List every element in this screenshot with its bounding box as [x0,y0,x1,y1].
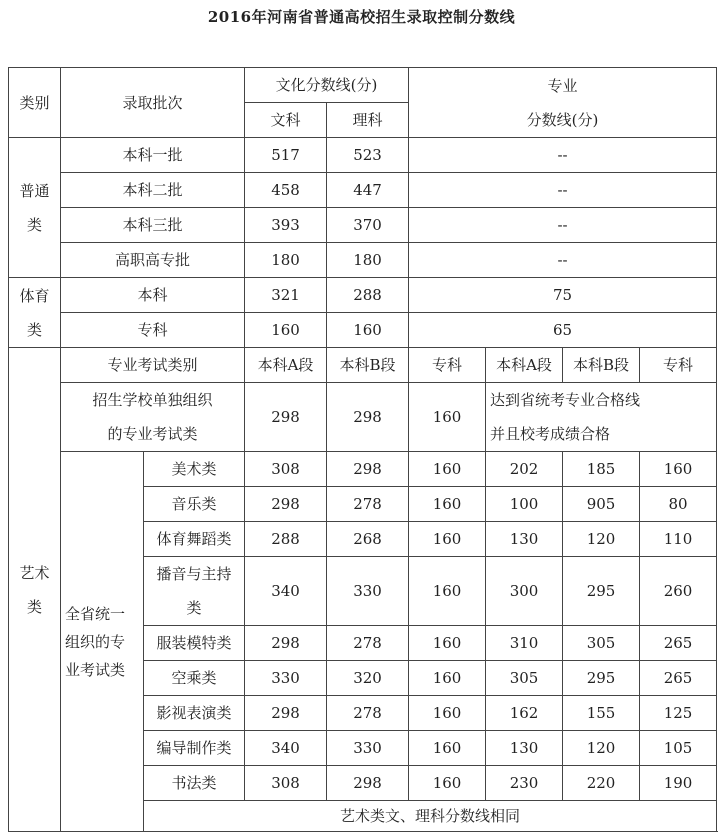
art-independent-major: 达到省统考专业合格线 并且校考成绩合格 [486,383,717,452]
art-subheader-major-junior: 专科 [640,348,717,383]
art-major-junior: 110 [640,522,717,557]
general-batch: 高职高专批 [61,243,245,278]
art-major-a: 310 [486,626,563,661]
art-independent-a: 298 [245,383,327,452]
art-type-name: 播音与主持 类 [144,557,245,626]
art-culture-junior: 160 [409,696,486,731]
art-type-name: 影视表演类 [144,696,245,731]
general-batch: 本科三批 [61,208,245,243]
art-culture-junior: 160 [409,766,486,801]
art-major-junior: 265 [640,661,717,696]
art-culture-b: 278 [327,696,409,731]
art-major-a: 100 [486,487,563,522]
art-culture-junior: 160 [409,522,486,557]
art-culture-a: 288 [245,522,327,557]
art-subheader-major-b: 本科B段 [563,348,640,383]
art-subheader-culture-b: 本科B段 [327,348,409,383]
art-type-name: 美术类 [144,452,245,487]
art-culture-a: 298 [245,487,327,522]
art-subheader-culture-a: 本科A段 [245,348,327,383]
art-major-a: 305 [486,661,563,696]
art-major-b: 155 [563,696,640,731]
art-culture-junior: 160 [409,626,486,661]
general-major: -- [409,208,717,243]
art-culture-junior: 160 [409,487,486,522]
header-major-score-line2: 分数线(分) [526,110,599,129]
sports-category: 体育 类 [9,278,61,348]
art-major-a: 230 [486,766,563,801]
art-independent-junior: 160 [409,383,486,452]
art-major-junior: 190 [640,766,717,801]
header-category: 类别 [9,68,61,138]
art-major-b: 905 [563,487,640,522]
art-major-b: 120 [563,522,640,557]
general-science: 447 [327,173,409,208]
art-major-a: 130 [486,522,563,557]
art-type-name: 书法类 [144,766,245,801]
art-major-junior: 260 [640,557,717,626]
art-footer-note: 艺术类文、理科分数线相同 [144,801,717,832]
art-culture-b: 298 [327,766,409,801]
header-arts: 文科 [245,103,327,138]
art-culture-a: 308 [245,452,327,487]
general-arts: 458 [245,173,327,208]
art-type-name: 音乐类 [144,487,245,522]
art-culture-b: 320 [327,661,409,696]
art-major-junior: 125 [640,696,717,731]
general-arts: 180 [245,243,327,278]
art-major-b: 185 [563,452,640,487]
art-major-b: 220 [563,766,640,801]
sports-major: 75 [409,278,717,313]
header-culture-score: 文化分数线(分) [245,68,409,103]
sports-arts: 321 [245,278,327,313]
art-culture-junior: 160 [409,731,486,766]
header-major-score [409,68,717,138]
art-unified-label: 全省统一 组织的专 业考试类 [61,452,144,832]
art-major-junior: 105 [640,731,717,766]
score-table [8,67,717,832]
art-culture-b: 268 [327,522,409,557]
art-major-a: 130 [486,731,563,766]
sports-science: 288 [327,278,409,313]
general-batch: 本科一批 [61,138,245,173]
art-type-name: 空乘类 [144,661,245,696]
art-type-name: 编导制作类 [144,731,245,766]
art-major-a: 202 [486,452,563,487]
page-title: 2016年河南省普通高校招生录取控制分数线 [207,8,516,26]
art-type-name: 服装模特类 [144,626,245,661]
general-major: -- [409,173,717,208]
art-culture-a: 340 [245,731,327,766]
general-science: 370 [327,208,409,243]
art-culture-junior: 160 [409,452,486,487]
art-independent-label: 招生学校单独组织 的专业考试类 [61,383,245,452]
art-major-a: 162 [486,696,563,731]
art-major-junior: 80 [640,487,717,522]
art-culture-a: 298 [245,696,327,731]
art-major-a: 300 [486,557,563,626]
general-batch: 本科二批 [61,173,245,208]
art-independent-b: 298 [327,383,409,452]
sports-batch: 本科 [61,278,245,313]
art-subheader-exam-type: 专业考试类别 [61,348,245,383]
art-culture-a: 340 [245,557,327,626]
header-batch: 录取批次 [61,68,245,138]
sports-arts: 160 [245,313,327,348]
art-culture-b: 298 [327,452,409,487]
art-culture-junior: 160 [409,661,486,696]
art-major-junior: 160 [640,452,717,487]
art-culture-b: 278 [327,626,409,661]
art-culture-a: 298 [245,626,327,661]
art-culture-a: 330 [245,661,327,696]
art-major-b: 305 [563,626,640,661]
general-arts: 517 [245,138,327,173]
sports-batch: 专科 [61,313,245,348]
sports-science: 160 [327,313,409,348]
art-culture-b: 278 [327,487,409,522]
art-major-junior: 265 [640,626,717,661]
art-type-name: 体育舞蹈类 [144,522,245,557]
general-science: 180 [327,243,409,278]
art-culture-a: 308 [245,766,327,801]
art-category: 艺术 类 [9,348,61,832]
art-major-b: 295 [563,557,640,626]
art-subheader-major-a: 本科A段 [486,348,563,383]
general-major: -- [409,243,717,278]
header-major-score-line1: 专业 [547,76,578,95]
art-subheader-culture-junior: 专科 [409,348,486,383]
art-major-b: 295 [563,661,640,696]
art-culture-b: 330 [327,557,409,626]
header-science: 理科 [327,103,409,138]
sports-major: 65 [409,313,717,348]
art-culture-junior: 160 [409,557,486,626]
art-major-b: 120 [563,731,640,766]
general-science: 523 [327,138,409,173]
general-major: -- [409,138,717,173]
art-culture-b: 330 [327,731,409,766]
general-arts: 393 [245,208,327,243]
general-category: 普通 类 [9,138,61,278]
